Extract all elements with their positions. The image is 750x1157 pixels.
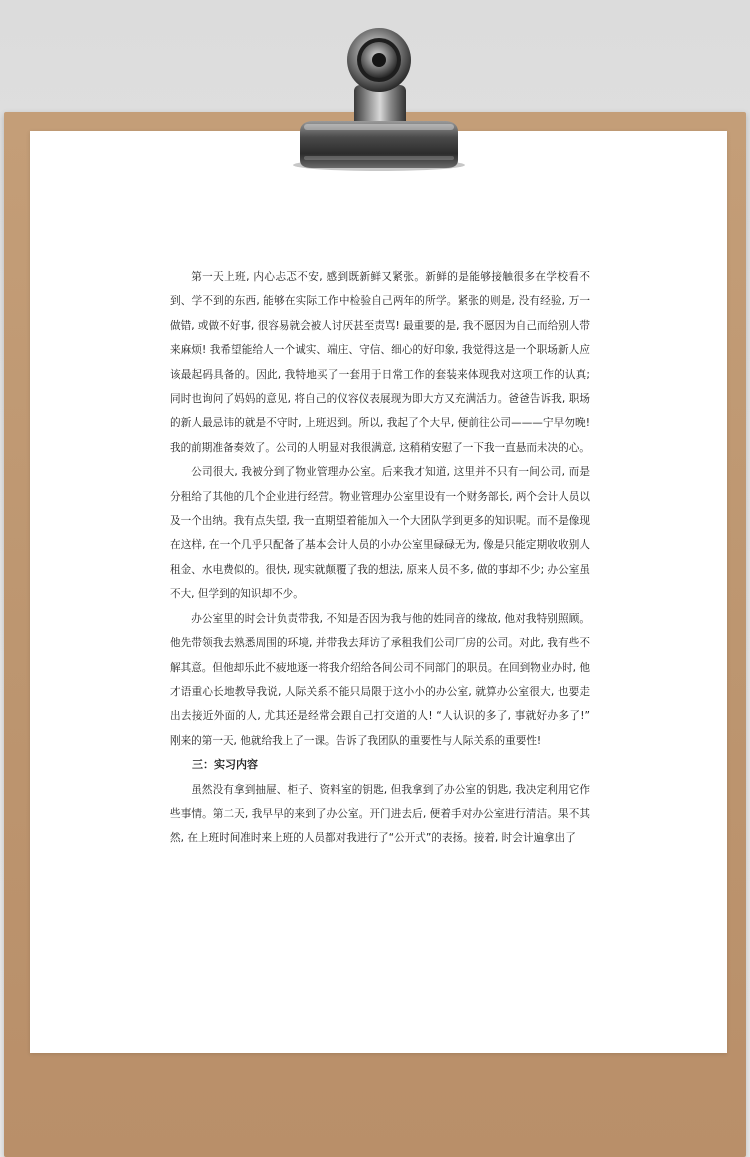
paragraph: 虽然没有拿到抽屉、柜子、资料室的钥匙, 但我拿到了办公室的钥匙, 我决定利用它作些事情。第二天, 我早早的来到了办公室。开门进去后, 便着手对办公室进行清洁。果不其然, 在上班时间准时来上班的人员都对我进行了“公开式”的表扬。接着, 时会计遍拿出了 [170, 783, 590, 845]
paragraph: 公司很大, 我被分到了物业管理办公室。后来我才知道, 这里并不只有一间公司, 而是分租给了其他的几个企业进行经营。物业管理办公室里设有一个财务部长, 两个会计人员以及一个出纳。我有点失望, 我一直期望着能加入一个大团队学到更多的知识呢。而不是像现在这样, 在一个几乎只配备了基本会计人员的小办公室里碌碌无为, 像是只能定期收收别人租金、水电费似的。很快, 现实就颠覆了我的想法, 原来人员不多, 做的事却不少; 办公室虽不大, 但学到的知识却不少。 [170, 466, 590, 601]
paragraph: 第一天上班, 内心忐忑不安, 感到既新鲜又紧张。新鲜的是能够接触很多在学校看不到、学不到的东西, 能够在实际工作中检验自己两年的所学。紧张的则是, 没有经验, 万一做错, 或做不好事, 很容易就会被人讨厌甚至责骂! 最重要的是, 我不愿因为自己而给别人带来麻烦! 我希望能给人一个诚实、端庄、守信、细心的好印象, 我觉得这是一个职场新人应该最起码具备的。因此, 我特地买了一套用于日常工作的套装来体现我对这项工作的认真; 同时也询问了妈妈的意见, 将自己的仪容仪表展现为即大方又充满活力。爸爸告诉我, 职场的新人最忌讳的就是不守时, 上班迟到。所以, 我起了个大早, 便前往公司———宁早勿晚! 我的前期准备奏效了。公司的人明显对我很满意, 这稍稍安慰了一下我一直悬而未决的心。 [170, 271, 590, 454]
paragraph: 办公室里的时会计负责带我, 不知是否因为我与他的姓同音的缘故, 他对我特别照顾。他先带领我去熟悉周围的环境, 并带我去拜访了承租我们公司厂房的公司。对此, 我有些不解其意。但他却乐此不疲地逐一将我介绍给各间公司不同部门的职员。在回到物业办时, 他才语重心长地教导我说, 人际关系不能只局限于这小小的办公室, 就算办公室很大, 也要走出去接近外面的人, 尤其还是经常会跟自己打交道的人! “人认识的多了, 事就好办多了!” 刚来的第一天, 他就给我上了一课。告诉了我团队的重要性与人际关系的重要性! [170, 612, 590, 747]
section-heading: 三：实习内容 [192, 758, 258, 772]
document-body [170, 265, 590, 851]
